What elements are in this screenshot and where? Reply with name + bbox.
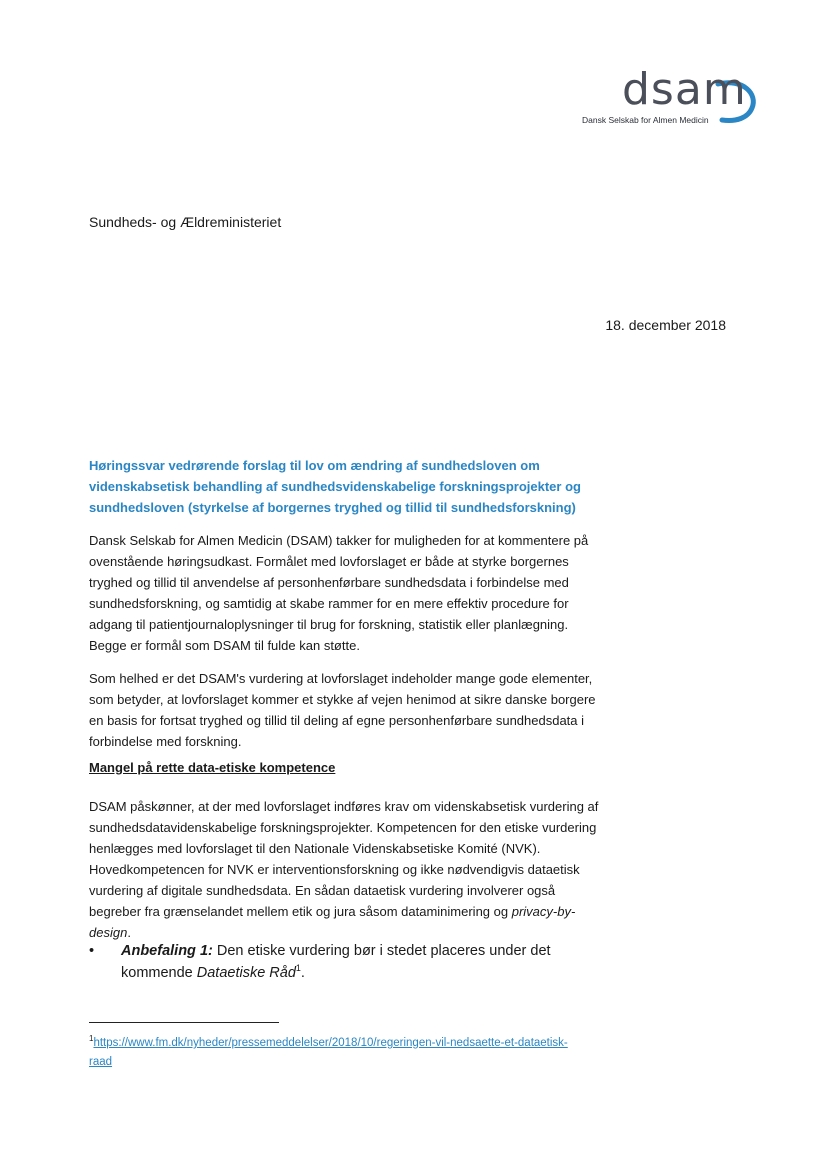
recommendation-end: . bbox=[300, 965, 305, 981]
recommendation-text bbox=[121, 940, 601, 984]
bullet-icon: • bbox=[89, 943, 95, 959]
letter-date: 18. december 2018 bbox=[605, 317, 726, 333]
dsam-logo bbox=[578, 64, 758, 132]
paragraph-1: Dansk Selskab for Almen Medicin (DSAM) takker for muligheden for at kommentere på ovenstående høringsudkast. Formålet med lovforslaget er både at styrke borgernes tryghed og tillid til anvendelse af personhenførbare sundhedsdata i forbindelse med sundhedsforskning, og samtidig at skabe rammer for en mere effektiv procedure for adgang til patientjournaloplysninger til brug for forskning, statistik eller planlægning. Begge er formål som DSAM til fulde kan støtte. bbox=[89, 533, 589, 653]
letter-heading: Høringssvar vedrørende forslag til lov om ændring af sundhedsloven om videnskabsetisk behandling af sundhedsvidenskabelige forskningsprojekter og sundhedsloven (styrkelse af borgernes tryghed og tillid til sundhedsforskning) bbox=[89, 458, 581, 515]
recipient: Sundheds- og Ældreministeriet bbox=[89, 214, 282, 230]
paragraph-3-italic: privacy-by-design bbox=[89, 904, 576, 940]
recommendation-lead: Anbefaling 1: bbox=[121, 943, 213, 959]
footnote-link[interactable]: https://www.fm.dk/nyheder/pressemeddelelser/2018/10/regeringen-vil-nedsaette-et-dataetisk-raad bbox=[89, 1037, 568, 1068]
footnote-ref[interactable]: 1 bbox=[295, 963, 301, 974]
section-title: Mangel på rette data-etiske kompetence bbox=[89, 760, 336, 775]
logo-wordmark: dsam bbox=[622, 64, 747, 115]
footnote bbox=[89, 1034, 579, 1072]
paragraph-2: Som helhed er det DSAM's vurdering at lovforslaget indeholder mange gode elementer, som betyder, at lovforslaget kommer et stykke af vejen henimod at sikre danske borgere en basis for fortsat tryghed og tillid til deling af egne personhenførbare sundhedsdata i forbindelse med forskning. bbox=[89, 671, 596, 749]
paragraph-3-end: . bbox=[127, 925, 131, 940]
footnote-number: 1 bbox=[89, 1034, 94, 1044]
paragraph-3 bbox=[89, 796, 609, 943]
paragraph-3-text: DSAM påskønner, at der med lovforslaget indføres krav om videnskabsetisk vurdering af sundhedsdatavidenskabelige forskningsprojekter. Kompetencen for den etiske vurdering henlægges med lovforslaget til den Nationale Videnskabsetiske Komité (NVK). Hovedkompetencen for NVK er interventionsforskning og ikke nødvendigvis dataetisk vurdering af digitale sundhedsdata. En sådan dataetisk vurdering involverer også begreber fra grænselandet mellem etik og jura såsom dataminimering og bbox=[89, 799, 599, 919]
recommendation-body: Den etiske vurdering bør i stedet placeres under det kommende bbox=[121, 943, 551, 981]
recommendation-italic: Dataetiske Råd bbox=[196, 965, 296, 981]
logo-subtitle: Dansk Selskab for Almen Medicin bbox=[582, 115, 709, 125]
footnote-divider bbox=[89, 1022, 279, 1023]
